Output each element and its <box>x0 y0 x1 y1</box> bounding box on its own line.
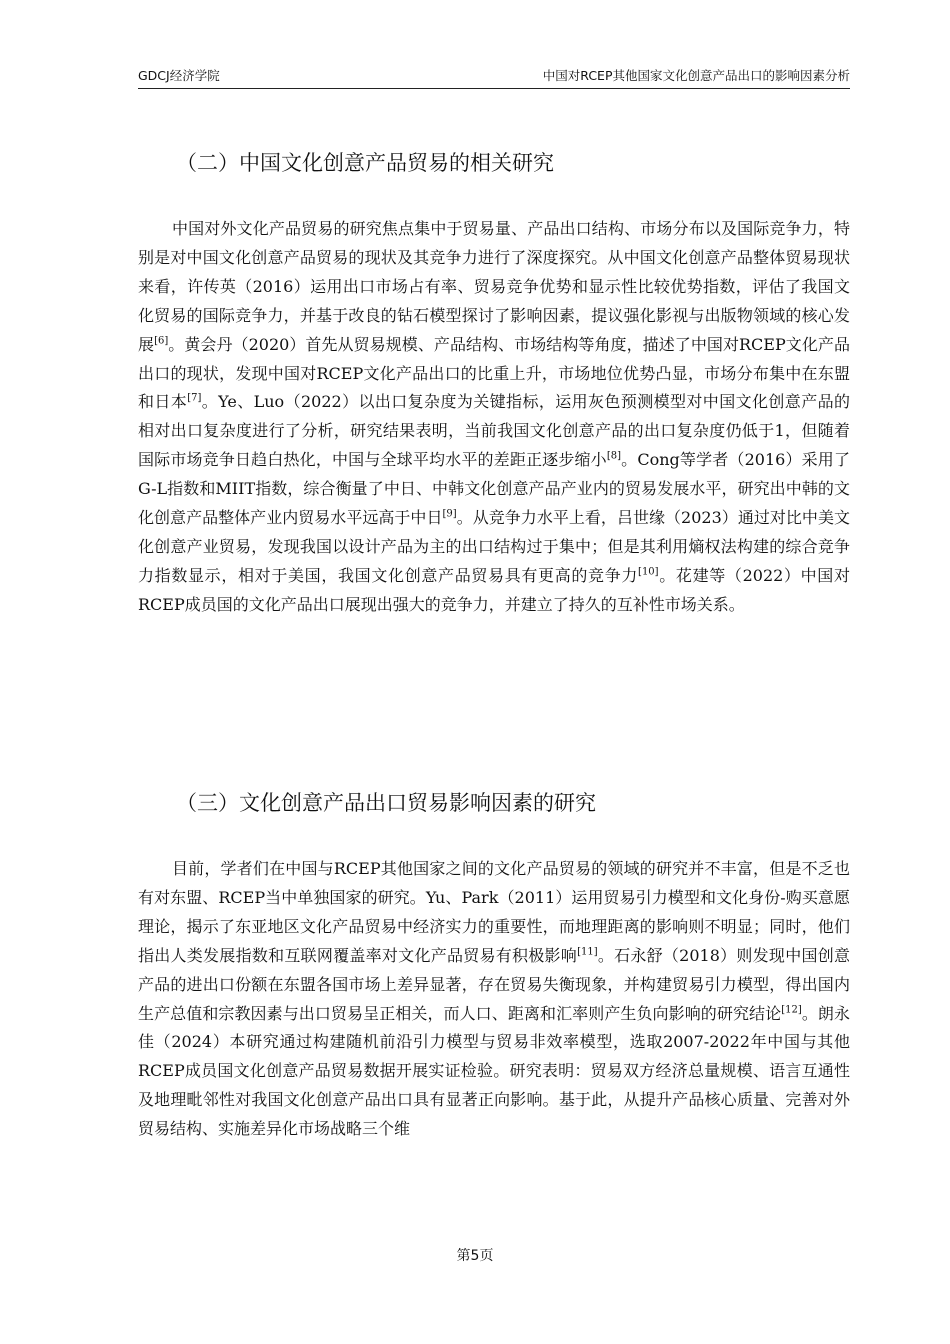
paragraph-section-3 <box>138 855 850 1144</box>
header-paper-title: 中国对RCEP其他国家文化创意产品出口的影响因素分析 <box>542 68 850 83</box>
text-run: 。花建等（2022）中国对RCEP成员国的文化产品出口展现出强大的竞争力，并建立了持久的互补性市场关系。 <box>138 565 850 614</box>
citation-7: [7] <box>187 393 202 405</box>
citation-12: [12] <box>781 1004 802 1016</box>
paragraph-section-2 <box>138 215 850 620</box>
section-heading-3: （三）文化创意产品出口贸易影响因素的研究 <box>176 791 596 815</box>
citation-8: [8] <box>606 450 621 462</box>
text-run: 。朗永佳（2024）本研究通过构建随机前沿引力模型与贸易非效率模型，选取2007-2022年中国与其他RCEP成员国文化创意产品贸易数据开展实证检验。研究表明：贸易双方经济总量规模、语言互通性及地理毗邻性对我国文化创意产品出口具有显著正向影响。基于此，从提升产品核心质量、完善对外贸易结构、实施差异化市场战略三个维 <box>138 1003 850 1139</box>
citation-9: [9] <box>442 508 457 520</box>
header-school: GDCJ经济学院 <box>138 68 220 83</box>
section-heading-2: （二）中国文化创意产品贸易的相关研究 <box>176 151 554 175</box>
citation-10: [10] <box>638 566 659 578</box>
text-run: 。黄会丹（2020）首先从贸易规模、产品结构、市场结构等角度，描述了中国对RCEP文化产品出口的现状，发现中国对RCEP文化产品出口的比重上升，市场地位优势凸显，市场分布集中在东盟和日本 <box>138 334 850 412</box>
text-run: 中国对外文化产品贸易的研究焦点集中于贸易量、产品出口结构、市场分布以及国际竞争力，特别是对中国文化创意产品贸易的现状及其竞争力进行了深度探究。从中国文化创意产品整体贸易现状来看，许传英（2016）运用出口市场占有率、贸易竞争优势和显示性比较优势指数，评估了我国文化贸易的国际竞争力，并基于改良的钻石模型探讨了影响因素，提议强化影视与出版物领域的核心发展 <box>138 219 850 354</box>
text-run: 。石永舒（2018）则发现中国创意产品的进出口份额在东盟各国市场上差异显著，存在贸易失衡现象，并构建贸易引力模型，得出国内生产总值和宗教因素与出口贸易呈正相关，而人口、距离和汇率则产生负向影响的研究结论 <box>138 945 850 1023</box>
text-run: 目前，学者们在中国与RCEP其他国家之间的文化产品贸易的领域的研究并不丰富，但是不乏也有对东盟、RCEP当中单独国家的研究。Yu、Park（2011）运用贸易引力模型和文化身份-购买意愿理论，揭示了东亚地区文化产品贸易中经济实力的重要性，而地理距离的影响则不明显；同时，他们指出人类发展指数和互联网覆盖率对文化产品贸易有积极影响 <box>138 859 850 965</box>
text-run: 。Ye、Luo（2022）以出口复杂度为关键指标，运用灰色预测模型对中国文化创意产品的相对出口复杂度进行了分析，研究结果表明，当前我国文化创意产品的出口复杂度仍低于1，但随着国际市场竞争日趋白热化，中国与全球平均水平的差距正逐步缩小 <box>138 392 850 470</box>
text-run: 。Cong等学者（2016）采用了G-L指数和MIIT指数，综合衡量了中日、中韩文化创意产品产业内的贸易发展水平，研究出中韩的文化创意产品整体产业内贸易水平远高于中日 <box>138 450 850 528</box>
text-run: 。从竞争力水平上看，吕世缘（2023）通过对比中美文化创意产业贸易，发现我国以设计产品为主的出口结构过于集中；但是其利用熵权法构建的综合竞争力指数显示，相对于美国，我国文化创意产品贸易具有更高的竞争力 <box>138 508 850 585</box>
page-header <box>138 66 850 89</box>
page-number: 第5页 <box>456 1248 494 1264</box>
citation-6: [6] <box>154 335 169 347</box>
citation-11: [11] <box>577 946 598 958</box>
